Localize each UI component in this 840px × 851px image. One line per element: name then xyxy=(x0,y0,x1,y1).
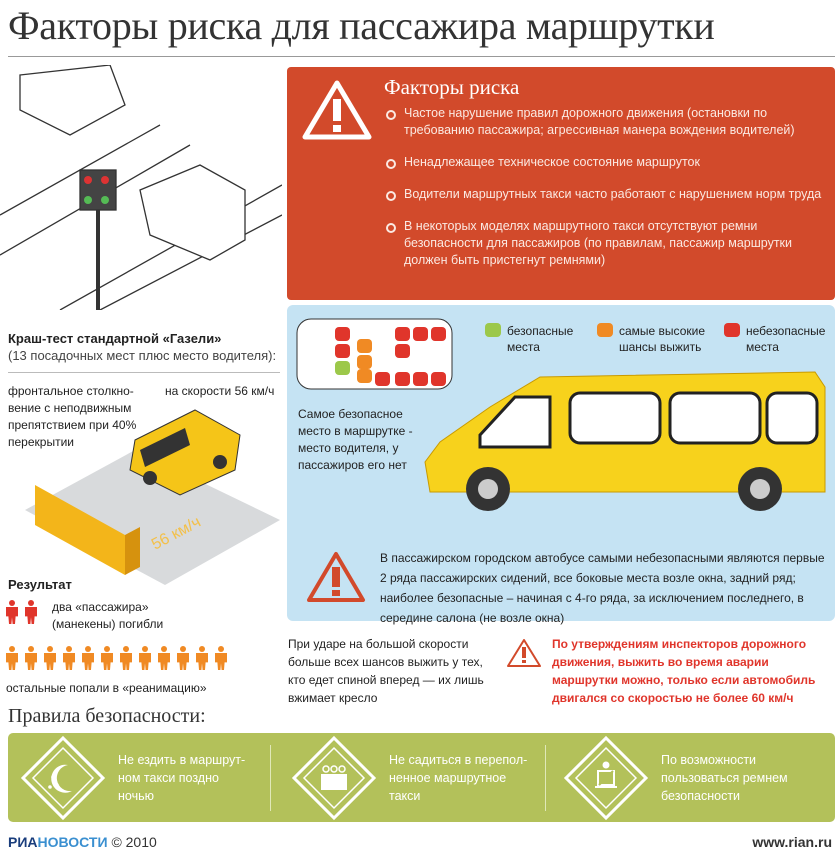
safety-rule xyxy=(291,733,529,822)
bus-note: В пассажирском городском автобусе самыми небезопасными являются первые 2 ряда пассажирских сидений, все боковые места возле окна, задний ряд; наиболее безопасные – начиная с 4-го ряда, за исключением последнего, в середине салона (не возле окна) xyxy=(380,551,825,625)
moon-icon xyxy=(20,735,106,821)
dead-figures xyxy=(6,600,44,629)
person-icon xyxy=(6,600,18,624)
person-icon xyxy=(215,646,227,670)
seat-icon xyxy=(335,327,350,341)
seat-icon xyxy=(395,344,410,358)
crowd-icon xyxy=(291,735,377,821)
seating-panel xyxy=(287,305,835,625)
safety-rule-text: По возможности пользоваться ремнем безопасности xyxy=(661,752,788,803)
risk-factors-heading: Факторы риска xyxy=(384,75,520,99)
legend-unsafe: небезопасные места xyxy=(724,323,826,355)
seat-icon xyxy=(375,372,390,386)
seat-icon xyxy=(431,327,446,341)
warning-icon xyxy=(301,79,373,141)
title-divider xyxy=(8,56,835,57)
safety-rule-text: Не садиться в перепол-ненное маршрутное такси xyxy=(389,752,528,803)
injured-figures xyxy=(6,646,234,675)
minibus-illustration xyxy=(420,367,830,517)
crash-test-heading: Краш-тест стандартной «Газели» xyxy=(8,331,222,346)
legend-best-chances: самые высокие шансы выжить xyxy=(597,323,709,355)
person-icon xyxy=(101,646,113,670)
injured-label: остальные попали в «реанимацию» xyxy=(6,681,207,695)
person-icon xyxy=(6,646,18,670)
legend-safe: безопасные места xyxy=(485,323,587,355)
crash-divider xyxy=(8,372,280,373)
seat-icon xyxy=(357,355,372,369)
seatbelt-icon xyxy=(563,735,649,821)
seat-icon xyxy=(335,344,350,358)
risk-factor-item: В некоторых моделях маршрутного такси отсутствуют ремни безопасности для пассажиров (по правилам, пассажир маршрутки должен быть пристегнут ремнями) xyxy=(384,218,824,269)
seat-icon xyxy=(335,361,350,375)
street-illustration xyxy=(0,65,282,310)
person-icon xyxy=(63,646,75,670)
risk-factor-item: Частое нарушение правил дорожного движения (остановки по требованию пассажира; агрессивная манера вождения водителей) xyxy=(384,105,824,139)
safety-rules-panel xyxy=(8,733,835,822)
divider xyxy=(545,745,546,811)
seat-icon xyxy=(485,323,501,337)
copyright: © 2010 xyxy=(111,834,157,850)
crash-illustration xyxy=(15,400,280,590)
crash-speed: на скорости 56 км/ч xyxy=(165,384,275,398)
person-icon xyxy=(25,600,37,624)
safety-rule-text: Не ездить в маршрут-ном такси поздно ночью xyxy=(118,752,246,803)
safety-rule xyxy=(563,733,801,822)
seat-icon xyxy=(357,339,372,353)
inspector-note: По утверждениям инспекторов дорожного движения, выжить во время аварии маршрутки можно, только если автомобиль двигался со скоростью не более 60 км/ч xyxy=(552,637,816,705)
person-icon xyxy=(158,646,170,670)
result-heading: Результат xyxy=(8,577,72,592)
seat-icon xyxy=(724,323,740,337)
risk-factors-list xyxy=(384,105,824,284)
ria-logo: РИАНОВОСТИ © 2010 xyxy=(8,834,157,850)
seat-icon xyxy=(395,372,410,386)
person-icon xyxy=(120,646,132,670)
safety-rules-heading: Правила безопасности: xyxy=(8,705,206,727)
risk-factor-item: Ненадлежащее техническое состояние маршруток xyxy=(384,154,824,171)
person-icon xyxy=(44,646,56,670)
person-icon xyxy=(25,646,37,670)
driver-note: Самое безопасное место в маршрутке - место водителя, у пассажиров его нет xyxy=(298,407,413,472)
safety-rule xyxy=(20,733,258,822)
person-icon xyxy=(139,646,151,670)
person-icon xyxy=(82,646,94,670)
person-icon xyxy=(177,646,189,670)
crash-test-subheading: (13 посадочных мест плюс место водителя): xyxy=(8,348,277,363)
seat-icon xyxy=(395,327,410,341)
person-icon xyxy=(196,646,208,670)
risk-factors-panel xyxy=(287,67,835,300)
crash-description: фронтальное столкно-вение с неподвижным препятствием при 40% перекрытии xyxy=(8,384,137,449)
dead-label: два «пассажира» (манекены) погибли xyxy=(52,600,164,631)
site-url[interactable]: www.rian.ru xyxy=(752,834,832,850)
seat-icon xyxy=(597,323,613,337)
seat-icon xyxy=(413,327,428,341)
warning-icon xyxy=(505,637,543,669)
road-marking: 56 км/ч xyxy=(148,513,204,554)
risk-factor-item: Водители маршрутных такси часто работают с нарушением норм труда xyxy=(384,186,824,203)
backward-note: При ударе на большой скорости больше всех шансов выжить у тех, кто едет спиной вперед — их лишь вжимает кресло xyxy=(288,637,484,705)
divider xyxy=(270,745,271,811)
seat-icon xyxy=(357,369,372,383)
warning-icon xyxy=(305,550,367,605)
page-title: Факторы риска для пассажира маршрутки xyxy=(8,3,715,48)
